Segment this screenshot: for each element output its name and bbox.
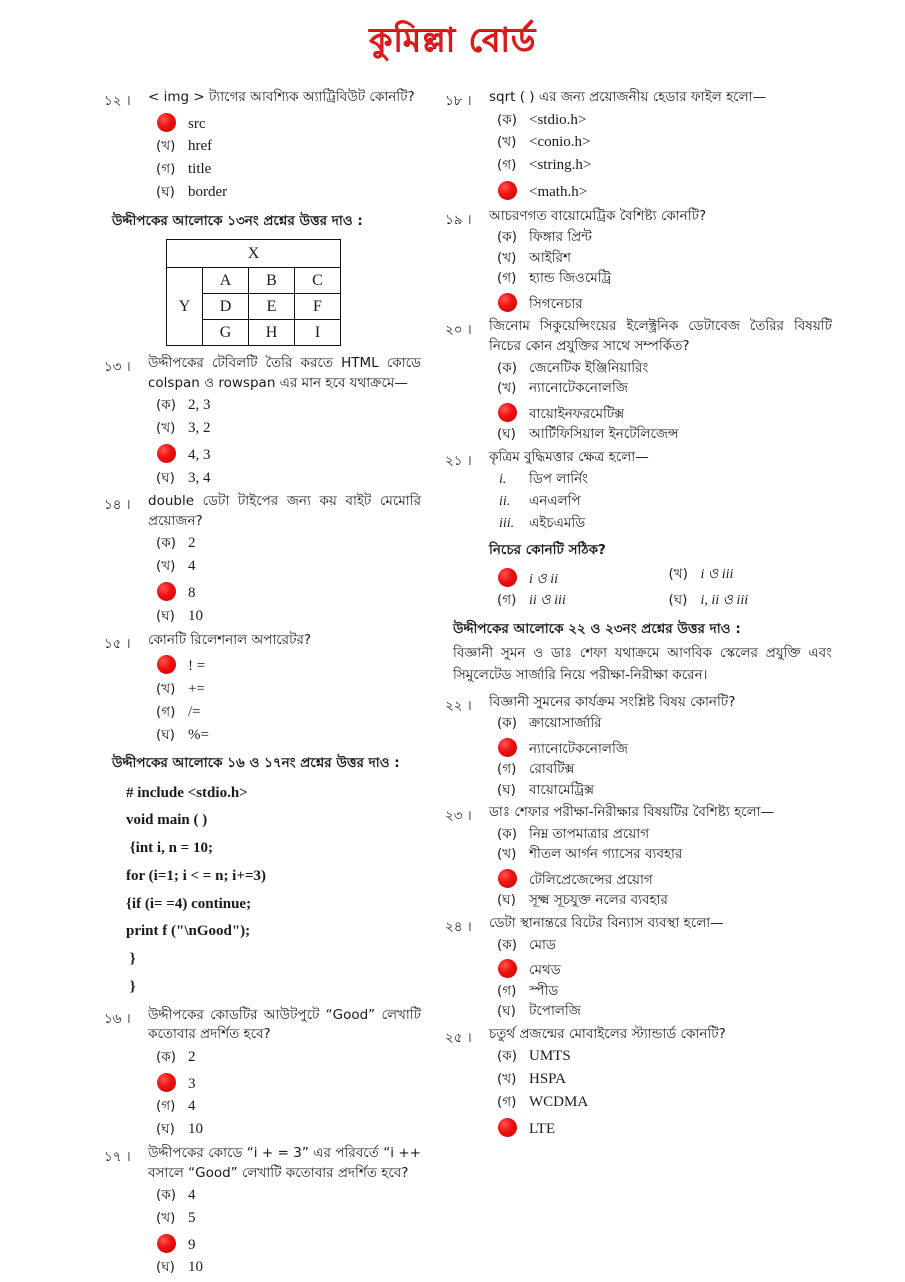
option-text: 2 <box>188 1048 196 1065</box>
option-text: LTE <box>529 1120 556 1137</box>
passage-instruction: উদ্দীপকের আলোকে ২২ ও ২৩নং প্রশ্নের উত্তর দাও : <box>453 620 741 637</box>
question-number: ২১ । <box>445 452 472 469</box>
option-text: title <box>188 161 212 178</box>
roman-numeral: iii. <box>499 515 515 531</box>
option-row[interactable] <box>148 1256 421 1279</box>
option-text: স্পীড <box>529 982 559 999</box>
option-row[interactable] <box>148 1230 421 1257</box>
option-text: 4 <box>188 1098 196 1115</box>
option-label: (ঘ) <box>497 781 516 798</box>
question-number: ২৪ । <box>445 918 472 935</box>
code-line: {int i, n = 10; <box>126 840 213 857</box>
option-text: সূক্ষ্ম সূচযুক্ত নলের ব্যবহার <box>529 892 668 909</box>
options-list <box>148 394 421 489</box>
option-text: i ও iii <box>700 567 734 583</box>
option-text: ii ও iii <box>529 593 566 609</box>
question-block <box>445 1025 832 1141</box>
answer-marker <box>489 1114 529 1140</box>
options-list <box>489 1045 832 1140</box>
code-line: # include <stdio.h> <box>126 784 248 801</box>
option-label: (খ) <box>156 138 176 155</box>
red-dot-icon <box>498 181 517 200</box>
option-row[interactable] <box>489 564 661 590</box>
question-text: চতুর্থ প্রজন্মের মোবাইলের স্ট্যান্ডার্ড কোনটি? <box>489 1025 726 1042</box>
answer-marker <box>148 651 188 677</box>
option-row[interactable] <box>489 824 832 845</box>
options-list <box>489 564 832 612</box>
roman-text: ডিপ লার্নিং <box>529 471 588 488</box>
options-list <box>489 713 832 800</box>
question-block <box>104 1006 421 1141</box>
option-text: টপোলজি <box>529 1003 581 1020</box>
red-dot-icon <box>498 293 517 312</box>
option-text: <conio.h> <box>529 134 591 151</box>
option-text: বায়োমেট্রিক্স <box>529 781 595 798</box>
question-block <box>104 631 421 747</box>
option-text: মোড <box>529 936 556 953</box>
option-label: (গ) <box>497 982 517 999</box>
option-text: /= <box>188 703 201 720</box>
red-dot-icon <box>498 403 517 422</box>
question-block <box>104 354 421 489</box>
answer-marker <box>489 865 529 891</box>
left-column <box>28 88 421 1282</box>
options-list <box>489 358 832 445</box>
option-row[interactable] <box>148 605 421 628</box>
question-body <box>489 693 832 801</box>
option-row[interactable] <box>148 109 421 136</box>
option-label: (ঘ) <box>156 1259 175 1276</box>
question-body <box>489 317 832 444</box>
question-text: কৃত্রিম বুদ্ধিমত্তার ক্ষেত্র হলো— <box>489 448 649 465</box>
question-body <box>489 88 832 204</box>
answer-marker <box>148 578 188 604</box>
option-label: (খ) <box>156 558 176 575</box>
option-row[interactable] <box>489 358 832 379</box>
roman-statements <box>489 469 832 534</box>
option-row[interactable] <box>148 1095 421 1118</box>
option-row[interactable] <box>489 227 832 248</box>
option-text: border <box>188 183 228 200</box>
question-text: কোনটি রিলেশনাল অপারেটর? <box>148 631 312 648</box>
question-block <box>445 317 832 444</box>
option-text: ন্যানোটেকনোলজি <box>529 380 628 397</box>
question-number: ১৫ । <box>104 635 131 652</box>
option-label: (ঘ) <box>497 892 516 909</box>
question-body <box>489 803 832 911</box>
roman-text: এইচএমডি <box>529 514 586 531</box>
option-label: (খ) <box>497 380 517 397</box>
question-body <box>148 1006 421 1141</box>
option-label: (খ) <box>497 134 517 151</box>
option-row[interactable] <box>148 1046 421 1069</box>
option-label: (ক) <box>497 111 517 128</box>
roman-numeral: i. <box>499 472 507 488</box>
option-label: (ঘ) <box>156 469 175 486</box>
question-text: উদ্দীপকের কোডটির আউটপুটে “Good” লেখাটি কতোবার প্রদর্শিত হবে? <box>148 1006 421 1043</box>
roman-numeral: ii. <box>499 493 511 509</box>
table-cell: B <box>249 268 295 294</box>
question-body <box>489 448 832 612</box>
options-list <box>489 109 832 204</box>
question-body <box>148 1144 421 1279</box>
option-row[interactable] <box>489 109 832 132</box>
option-row[interactable] <box>489 154 832 177</box>
option-text: মেথড <box>529 962 561 979</box>
red-dot-icon <box>498 869 517 888</box>
option-row[interactable] <box>148 158 421 181</box>
question-body <box>148 88 421 204</box>
option-row[interactable] <box>148 532 421 555</box>
table-cell: D <box>203 294 249 320</box>
options-list <box>148 651 421 746</box>
option-label: (গ) <box>156 703 176 720</box>
option-row[interactable] <box>148 135 421 158</box>
option-text: i ও ii <box>529 572 558 588</box>
passage-instruction: উদ্দীপকের আলোকে ১৩নং প্রশ্নের উত্তর দাও : <box>112 212 363 229</box>
answer-marker <box>489 289 529 315</box>
question-number: ১৩ । <box>104 359 131 375</box>
option-text: ক্রায়োসার্জারি <box>529 715 602 732</box>
option-row[interactable] <box>489 268 832 289</box>
answer-marker <box>489 734 529 760</box>
option-label: (ঘ) <box>156 1121 175 1138</box>
option-label: (গ) <box>497 761 517 778</box>
option-row[interactable] <box>489 890 832 911</box>
option-label: (খ) <box>156 1209 176 1226</box>
option-row[interactable] <box>489 759 832 780</box>
table-cell: F <box>295 294 341 320</box>
right-column <box>439 88 832 1143</box>
option-label: (খ) <box>497 846 517 863</box>
option-text: 4, 3 <box>188 446 211 463</box>
option-label: (গ) <box>497 157 517 174</box>
question-number: ২৫ । <box>445 1029 472 1046</box>
options-list <box>148 1046 421 1141</box>
question-number: ১৮ । <box>445 93 472 109</box>
option-row[interactable] <box>661 564 833 590</box>
option-row[interactable] <box>489 955 832 981</box>
option-row[interactable] <box>489 177 832 204</box>
option-row[interactable] <box>489 248 832 269</box>
option-text: += <box>188 680 205 697</box>
option-row[interactable] <box>148 417 421 440</box>
option-row[interactable] <box>148 651 421 678</box>
option-row[interactable] <box>489 1001 832 1022</box>
option-row[interactable] <box>148 440 421 467</box>
option-row[interactable] <box>489 935 832 956</box>
question-number: ১২ । <box>104 93 131 109</box>
option-label: (খ) <box>156 680 176 697</box>
option-text: আইরিশ <box>529 249 572 266</box>
option-label: (ক) <box>156 1187 176 1204</box>
table-cell: E <box>249 294 295 320</box>
option-row[interactable] <box>148 701 421 724</box>
option-label: (খ) <box>497 1070 517 1087</box>
table-row <box>167 268 341 294</box>
question-text: sqrt ( ) এর জন্য প্রয়োজনীয় হেডার ফাইল হলো— <box>489 89 767 105</box>
roman-statement <box>489 469 832 491</box>
question-number: ১৯ । <box>445 211 472 228</box>
red-dot-icon <box>498 959 517 978</box>
question-block <box>104 88 421 204</box>
option-text: i, ii ও iii <box>700 593 749 609</box>
answer-marker <box>489 955 529 981</box>
option-row[interactable] <box>489 844 832 865</box>
option-text: 2 <box>188 535 196 552</box>
option-text: <math.h> <box>529 183 588 200</box>
option-text: 9 <box>188 1236 196 1253</box>
question-block <box>104 1144 421 1279</box>
code-line: } <box>126 951 136 968</box>
option-text: <string.h> <box>529 157 592 174</box>
code-block <box>126 780 421 1002</box>
answer-marker <box>489 177 529 203</box>
question-body <box>148 354 421 489</box>
option-text: টেলিপ্রেজেন্সের প্রয়োগ <box>529 871 653 888</box>
option-label: (খ) <box>497 249 517 266</box>
question-block <box>445 803 832 911</box>
option-row[interactable] <box>148 1184 421 1207</box>
option-text: 4 <box>188 558 196 575</box>
option-label: (ক) <box>497 229 517 246</box>
red-dot-icon <box>157 1234 176 1253</box>
option-row[interactable] <box>489 289 832 315</box>
question-text: উদ্দীপকের কোডে “i + = 3” এর পরিবর্তে “i ++ বসালে “Good” লেখাটি কতোবার প্রদর্শিত হবে? <box>148 1144 421 1181</box>
option-row[interactable] <box>148 1069 421 1096</box>
option-text: WCDMA <box>529 1093 589 1110</box>
option-text: বায়োইনফরমেটিক্স <box>529 405 625 422</box>
which-is-correct-prompt: নিচের কোনটি সঠিক? <box>489 542 606 559</box>
option-label: (ঘ) <box>156 726 175 743</box>
option-label: (ক) <box>156 535 176 552</box>
page-title: কুমিল্লা বোর্ড <box>369 20 536 59</box>
option-row[interactable] <box>489 424 832 445</box>
red-dot-icon <box>498 738 517 757</box>
question-block <box>445 88 832 204</box>
question-number: ২২ । <box>445 697 472 714</box>
table-cell: C <box>295 268 341 294</box>
question-body <box>148 631 421 747</box>
stimulus-table-wrap <box>166 239 421 346</box>
option-label: (ঘ) <box>497 1003 516 1020</box>
table-header-x: X <box>167 240 341 268</box>
option-row[interactable] <box>148 467 421 490</box>
option-text: 5 <box>188 1209 196 1226</box>
roman-statement <box>489 491 832 513</box>
option-text: UMTS <box>529 1048 571 1065</box>
answer-marker <box>489 399 529 425</box>
option-text: সিগনেচার <box>529 295 583 312</box>
option-row[interactable] <box>489 713 832 734</box>
question-text: আচরণগত বায়োমেট্রিক বৈশিষ্ট্য কোনটি? <box>489 207 707 224</box>
table-cell: A <box>203 268 249 294</box>
option-text: জেনেটিক ইঞ্জিনিয়ারিং <box>529 359 649 376</box>
question-text: জিনোম সিকুয়েন্সিংয়ের ইলেক্ট্রনিক ডেটাবেজ তৈরির বিষয়টি নিচের কোন প্রযুক্তির সাথে সম্পর্কিত? <box>489 318 832 354</box>
question-number: ২৩ । <box>445 808 472 825</box>
option-label: (ক) <box>497 715 517 732</box>
red-dot-icon <box>157 655 176 674</box>
option-row[interactable] <box>148 724 421 747</box>
option-text: হ্যান্ড জিওমেট্রি <box>529 270 612 287</box>
question-text: ডাঃ শেফার পরীক্ষা-নিরীক্ষার বিষয়টির বৈশিষ্ট্য হলো— <box>489 804 775 821</box>
table-header-y: Y <box>167 268 203 346</box>
option-text: ফিঙ্গার প্রিন্ট <box>529 229 592 246</box>
option-label: (ঘ) <box>668 592 688 609</box>
option-row[interactable] <box>489 1068 832 1091</box>
roman-statement <box>489 513 832 535</box>
option-row[interactable] <box>148 578 421 605</box>
option-label: (ক) <box>497 359 517 376</box>
options-list <box>148 109 421 204</box>
option-label: (ঘ) <box>156 183 175 200</box>
option-row[interactable] <box>661 590 833 611</box>
question-number: ১৭ । <box>104 1148 131 1165</box>
option-text: 3 <box>188 1075 196 1092</box>
option-row[interactable] <box>489 1114 832 1141</box>
red-dot-icon <box>498 1118 517 1137</box>
option-row[interactable] <box>489 1045 832 1068</box>
option-label: (গ) <box>156 1098 176 1115</box>
answer-marker <box>148 1069 188 1095</box>
question-block <box>445 914 832 1022</box>
option-text: নিম্ন তাপমাত্রার প্রয়োগ <box>529 825 650 842</box>
option-text: 2, 3 <box>188 397 211 414</box>
option-text: 4 <box>188 1187 196 1204</box>
option-row[interactable] <box>489 378 832 399</box>
option-label: (গ) <box>497 270 517 287</box>
option-text: 3, 2 <box>188 419 211 436</box>
option-row[interactable] <box>148 394 421 417</box>
option-row[interactable] <box>148 181 421 204</box>
option-label: (গ) <box>497 1093 517 1110</box>
table-row <box>167 240 341 268</box>
option-label: (গ) <box>156 161 176 178</box>
red-dot-icon <box>157 113 176 132</box>
option-text: <stdio.h> <box>529 111 587 128</box>
question-block <box>445 207 832 315</box>
table-cell: H <box>249 320 295 346</box>
roman-text: এনএলপি <box>529 492 581 509</box>
option-text: 10 <box>188 1259 203 1276</box>
option-text: শীতল আর্গন গ্যাসের ব্যবহার <box>529 846 683 863</box>
question-block <box>445 448 832 612</box>
option-text: ন্যানোটেকনোলজি <box>529 740 628 757</box>
option-label: (ঘ) <box>156 607 175 624</box>
question-body <box>489 1025 832 1141</box>
option-row[interactable] <box>489 590 661 611</box>
option-text: ! = <box>188 658 206 675</box>
option-row[interactable] <box>148 555 421 578</box>
option-row[interactable] <box>489 399 832 425</box>
answer-marker <box>148 440 188 466</box>
option-label: (ক) <box>497 825 517 842</box>
red-dot-icon <box>157 1073 176 1092</box>
option-text: 10 <box>188 607 203 624</box>
question-block <box>445 693 832 801</box>
option-text: HSPA <box>529 1070 566 1087</box>
options-list <box>489 227 832 314</box>
question-text: double ডেটা টাইপের জন্য কয় বাইট মেমোরি প্রয়োজন? <box>148 493 421 529</box>
option-text: আর্টিফিসিয়াল ইনটেলিজেন্স <box>529 426 679 443</box>
option-row[interactable] <box>148 1207 421 1230</box>
option-row[interactable] <box>489 1091 832 1114</box>
option-label: (ঘ) <box>497 426 516 443</box>
option-label: (গ) <box>497 592 517 609</box>
passage-instruction: উদ্দীপকের আলোকে ১৬ ও ১৭নং প্রশ্নের উত্তর দাও : <box>112 755 400 772</box>
question-text: উদ্দীপকের টেবিলটি তৈরি করতে HTML কোডে colspan ও rowspan এর মান হবে যথাক্রমে— <box>148 355 421 391</box>
option-row[interactable] <box>489 131 832 154</box>
option-row[interactable] <box>489 865 832 891</box>
option-text: src <box>188 115 206 132</box>
question-columns <box>0 76 905 1282</box>
question-body <box>489 207 832 315</box>
red-dot-icon <box>498 568 517 587</box>
options-list <box>489 824 832 911</box>
option-row[interactable] <box>148 1118 421 1141</box>
options-list <box>489 935 832 1022</box>
question-number: ১৪ । <box>104 497 131 514</box>
code-line: {if (i= =4) continue; <box>126 895 252 912</box>
question-text: < img > ট্যাগের আবশ্যিক অ্যাট্রিবিউট কোনটি? <box>148 89 415 105</box>
answer-marker <box>148 1230 188 1256</box>
option-row[interactable] <box>489 734 832 760</box>
answer-marker <box>148 109 188 135</box>
option-row[interactable] <box>489 780 832 801</box>
question-text: বিজ্ঞানী সুমনের কার্যক্রম সংশ্লিষ্ট বিষয় কোনটি? <box>489 693 736 710</box>
question-body <box>148 492 421 627</box>
table-cell: I <box>295 320 341 346</box>
table-cell: G <box>203 320 249 346</box>
option-text: 8 <box>188 585 196 602</box>
option-label: (ক) <box>497 936 517 953</box>
code-line: print f ("\nGood"); <box>126 923 251 940</box>
code-line: void main ( ) <box>126 812 208 829</box>
options-list <box>148 1184 421 1279</box>
red-dot-icon <box>157 582 176 601</box>
option-text: href <box>188 138 213 155</box>
stimulus-table <box>166 239 341 346</box>
answer-marker <box>489 564 529 590</box>
option-text: রোবটিক্স <box>529 761 575 778</box>
option-row[interactable] <box>148 678 421 701</box>
options-list <box>148 532 421 627</box>
red-dot-icon <box>157 444 176 463</box>
question-number: ২০ । <box>445 322 472 339</box>
question-block <box>104 492 421 627</box>
option-row[interactable] <box>489 981 832 1002</box>
option-label: (ক) <box>497 1048 517 1065</box>
option-text: 10 <box>188 1121 203 1138</box>
option-text: %= <box>188 726 209 743</box>
passage-text: বিজ্ঞানী সুমন ও ডাঃ শেফা যথাক্রমে আণবিক স্কেলের প্রযুক্তি এবং সিমুলেটেড সার্জারি নিয়ে পরীক্ষা-নিরীক্ষা করেন। <box>453 644 832 683</box>
code-line: } <box>126 978 136 995</box>
option-label: (ক) <box>156 397 176 414</box>
question-body <box>489 914 832 1022</box>
option-label: (ক) <box>156 1048 176 1065</box>
option-label: (খ) <box>156 419 176 436</box>
question-text: ডেটা স্থানান্তরে বিটের বিন্যাস ব্যবস্থা হলো— <box>489 914 724 931</box>
option-label: (খ) <box>668 566 688 583</box>
question-number: ১৬ । <box>104 1010 131 1027</box>
code-line: for (i=1; i < = n; i+=3) <box>126 867 266 884</box>
option-text: 3, 4 <box>188 469 211 486</box>
